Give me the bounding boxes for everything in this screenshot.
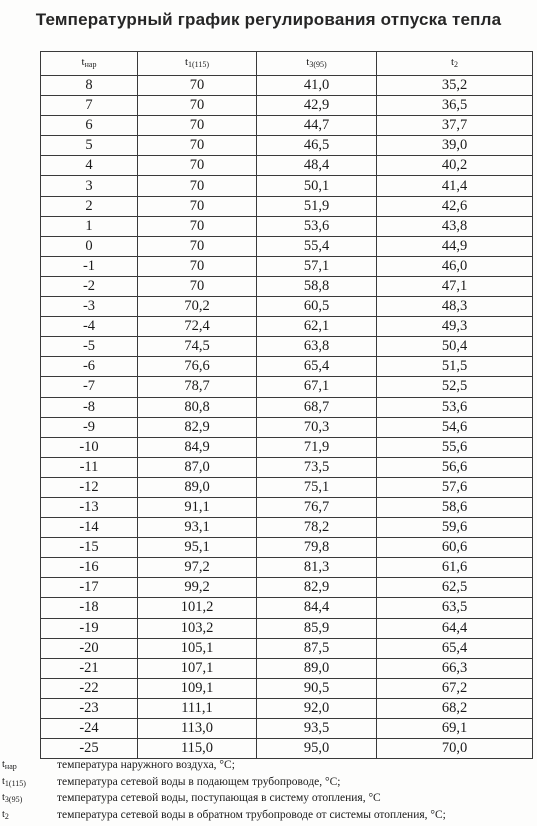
cell-t3-heating: 50,1 [257,176,377,196]
cell-t2-return: 37,7 [377,116,533,136]
cell-t3-heating: 65,4 [257,357,377,377]
legend-item [2,774,535,791]
cell-t1-supply: 89,0 [138,477,257,497]
cell-t-outdoor: -17 [41,578,138,598]
cell-t-outdoor: -5 [41,337,138,357]
table-row [41,136,533,156]
cell-t2-return: 46,0 [377,256,533,276]
table-row [41,236,533,256]
legend-symbol: $t_{3(95)}$ [2,792,23,804]
legend-text: температура сетевой воды в обратном трубопроводе от системы отопления, °С; [57,808,446,821]
cell-t-outdoor: -21 [41,658,138,678]
cell-t3-heating: 57,1 [257,256,377,276]
table-row [41,357,533,377]
cell-t3-heating: 67,1 [257,377,377,397]
cell-t2-return: 48,3 [377,297,533,317]
cell-t-outdoor: -12 [41,477,138,497]
cell-t3-heating: 42,9 [257,96,377,116]
cell-t1-supply: 80,8 [138,397,257,417]
cell-t-outdoor: 2 [41,196,138,216]
cell-t1-supply: 70 [138,176,257,196]
cell-t2-return: 41,4 [377,176,533,196]
cell-t2-return: 59,6 [377,518,533,538]
cell-t1-supply: 103,2 [138,618,257,638]
cell-t2-return: 54,6 [377,417,533,437]
cell-t2-return: 53,6 [377,397,533,417]
cell-t-outdoor: -18 [41,598,138,618]
legend-symbol: $t_2$ [2,808,9,821]
table-row [41,558,533,578]
cell-t2-return: 35,2 [377,76,533,96]
cell-t1-supply: 70 [138,156,257,176]
cell-t3-heating: 79,8 [257,538,377,558]
cell-t-outdoor: -23 [41,698,138,718]
cell-t2-return: 58,6 [377,497,533,517]
cell-t1-supply: 91,1 [138,497,257,517]
cell-t1-supply: 72,4 [138,317,257,337]
table-row [41,598,533,618]
table-row [41,76,533,96]
table-row [41,297,533,317]
cell-t3-heating: 70,3 [257,417,377,437]
table-row [41,176,533,196]
cell-t3-heating: 92,0 [257,698,377,718]
cell-t2-return: 65,4 [377,638,533,658]
cell-t1-supply: 87,0 [138,457,257,477]
cell-t-outdoor: -7 [41,377,138,397]
cell-t2-return: 60,6 [377,538,533,558]
cell-t-outdoor: -3 [41,297,138,317]
header-t3-heating: $t_{3(95)}$ [257,52,377,76]
table-row [41,216,533,236]
cell-t2-return: 50,4 [377,337,533,357]
cell-t3-heating: 84,4 [257,598,377,618]
legend-symbol: $t_{1(115)}$ [2,775,26,788]
cell-t3-heating: 58,8 [257,276,377,296]
table-row [41,196,533,216]
cell-t3-heating: 75,1 [257,477,377,497]
cell-t-outdoor: -2 [41,276,138,296]
cell-t-outdoor: 5 [41,136,138,156]
cell-t1-supply: 78,7 [138,377,257,397]
cell-t1-supply: 82,9 [138,417,257,437]
header-t1-supply: $t_{1(115)}$ [138,52,257,76]
table-row [41,337,533,357]
table-row [41,698,533,718]
cell-t3-heating: 60,5 [257,297,377,317]
cell-t2-return: 44,9 [377,236,533,256]
cell-t2-return: 67,2 [377,678,533,698]
cell-t3-heating: 82,9 [257,578,377,598]
legend-text: температура наружного воздуха, °С; [57,759,235,771]
cell-t3-heating: 48,4 [257,156,377,176]
table-row [41,317,533,337]
table-row [41,719,533,739]
cell-t2-return: 56,6 [377,457,533,477]
header-t2-return: $t_2$ [377,52,533,76]
cell-t3-heating: 41,0 [257,76,377,96]
cell-t1-supply: 70 [138,76,257,96]
cell-t3-heating: 55,4 [257,236,377,256]
cell-t1-supply: 70 [138,196,257,216]
cell-t3-heating: 63,8 [257,337,377,357]
cell-t3-heating: 76,7 [257,497,377,517]
cell-t-outdoor: -20 [41,638,138,658]
table-row [41,638,533,658]
cell-t3-heating: 53,6 [257,216,377,236]
cell-t3-heating: 51,9 [257,196,377,216]
cell-t1-supply: 74,5 [138,337,257,357]
cell-t2-return: 40,2 [377,156,533,176]
cell-t3-heating: 93,5 [257,719,377,739]
table-body [41,76,533,759]
cell-t3-heating: 73,5 [257,457,377,477]
cell-t1-supply: 101,2 [138,598,257,618]
cell-t2-return: 69,1 [377,719,533,739]
legend-text: температура сетевой воды в подающем трубопроводе, °С; [57,775,341,788]
cell-t2-return: 47,1 [377,276,533,296]
cell-t1-supply: 84,9 [138,437,257,457]
cell-t2-return: 42,6 [377,196,533,216]
cell-t2-return: 68,2 [377,698,533,718]
cell-t-outdoor: -16 [41,558,138,578]
cell-t1-supply: 70 [138,236,257,256]
cell-t3-heating: 46,5 [257,136,377,156]
cell-t2-return: 52,5 [377,377,533,397]
legend-symbol: $t_{нар}$ [2,759,17,771]
cell-t2-return: 66,3 [377,658,533,678]
cell-t-outdoor: 4 [41,156,138,176]
cell-t-outdoor: -14 [41,518,138,538]
cell-t2-return: 55,6 [377,437,533,457]
cell-t3-heating: 89,0 [257,658,377,678]
cell-t2-return: 57,6 [377,477,533,497]
cell-t2-return: 49,3 [377,317,533,337]
table-row [41,578,533,598]
cell-t2-return: 36,5 [377,96,533,116]
legend-text: температура сетевой воды, поступающая в систему отопления, °С [57,792,381,804]
header-t-outdoor: $t_{нар}$ [41,52,138,76]
cell-t1-supply: 70 [138,216,257,236]
cell-t3-heating: 95,0 [257,739,377,759]
cell-t1-supply: 70,2 [138,297,257,317]
legend-item [2,790,535,807]
table-row [41,116,533,136]
cell-t1-supply: 107,1 [138,658,257,678]
cell-t1-supply: 115,0 [138,739,257,759]
cell-t3-heating: 90,5 [257,678,377,698]
table-row [41,457,533,477]
cell-t2-return: 70,0 [377,739,533,759]
cell-t-outdoor: 3 [41,176,138,196]
document-title: Температурный график регулирования отпуска тепла [35,10,502,29]
cell-t1-supply: 111,1 [138,698,257,718]
cell-t-outdoor: 8 [41,76,138,96]
cell-t1-supply: 70 [138,96,257,116]
cell-t-outdoor: -10 [41,437,138,457]
legend-item [2,807,535,824]
table-row [41,618,533,638]
cell-t1-supply: 70 [138,256,257,276]
cell-t3-heating: 78,2 [257,518,377,538]
cell-t1-supply: 70 [138,276,257,296]
cell-t1-supply: 105,1 [138,638,257,658]
table-row [41,276,533,296]
cell-t2-return: 39,0 [377,136,533,156]
cell-t-outdoor: -22 [41,678,138,698]
cell-t3-heating: 81,3 [257,558,377,578]
cell-t-outdoor: -11 [41,457,138,477]
legend-item [2,757,535,774]
cell-t-outdoor: 7 [41,96,138,116]
table-row [41,518,533,538]
legend [2,757,535,823]
cell-t1-supply: 97,2 [138,558,257,578]
cell-t3-heating: 44,7 [257,116,377,136]
table-header-row [41,52,533,76]
cell-t-outdoor: -1 [41,256,138,276]
cell-t2-return: 63,5 [377,598,533,618]
cell-t1-supply: 113,0 [138,719,257,739]
table-row [41,256,533,276]
table-row [41,497,533,517]
cell-t1-supply: 76,6 [138,357,257,377]
cell-t-outdoor: -15 [41,538,138,558]
cell-t3-heating: 87,5 [257,638,377,658]
cell-t3-heating: 62,1 [257,317,377,337]
cell-t1-supply: 93,1 [138,518,257,538]
cell-t-outdoor: 6 [41,116,138,136]
table-row [41,156,533,176]
cell-t-outdoor: 0 [41,236,138,256]
table-row [41,417,533,437]
cell-t3-heating: 71,9 [257,437,377,457]
cell-t-outdoor: -8 [41,397,138,417]
table-row [41,377,533,397]
table-row [41,658,533,678]
cell-t3-heating: 85,9 [257,618,377,638]
cell-t1-supply: 95,1 [138,538,257,558]
cell-t-outdoor: -9 [41,417,138,437]
table-row [41,397,533,417]
cell-t-outdoor: -6 [41,357,138,377]
table-row [41,739,533,759]
cell-t1-supply: 70 [138,136,257,156]
cell-t-outdoor: -24 [41,719,138,739]
table-row [41,678,533,698]
cell-t-outdoor: 1 [41,216,138,236]
table-row [41,96,533,116]
cell-t1-supply: 70 [138,116,257,136]
cell-t3-heating: 68,7 [257,397,377,417]
table-row [41,538,533,558]
temperature-schedule-table [40,51,533,759]
cell-t1-supply: 99,2 [138,578,257,598]
cell-t2-return: 62,5 [377,578,533,598]
cell-t2-return: 61,6 [377,558,533,578]
table-row [41,437,533,457]
cell-t-outdoor: -4 [41,317,138,337]
cell-t-outdoor: -25 [41,739,138,759]
cell-t2-return: 43,8 [377,216,533,236]
cell-t1-supply: 109,1 [138,678,257,698]
cell-t2-return: 51,5 [377,357,533,377]
cell-t-outdoor: -13 [41,497,138,517]
cell-t2-return: 64,4 [377,618,533,638]
cell-t-outdoor: -19 [41,618,138,638]
table-row [41,477,533,497]
